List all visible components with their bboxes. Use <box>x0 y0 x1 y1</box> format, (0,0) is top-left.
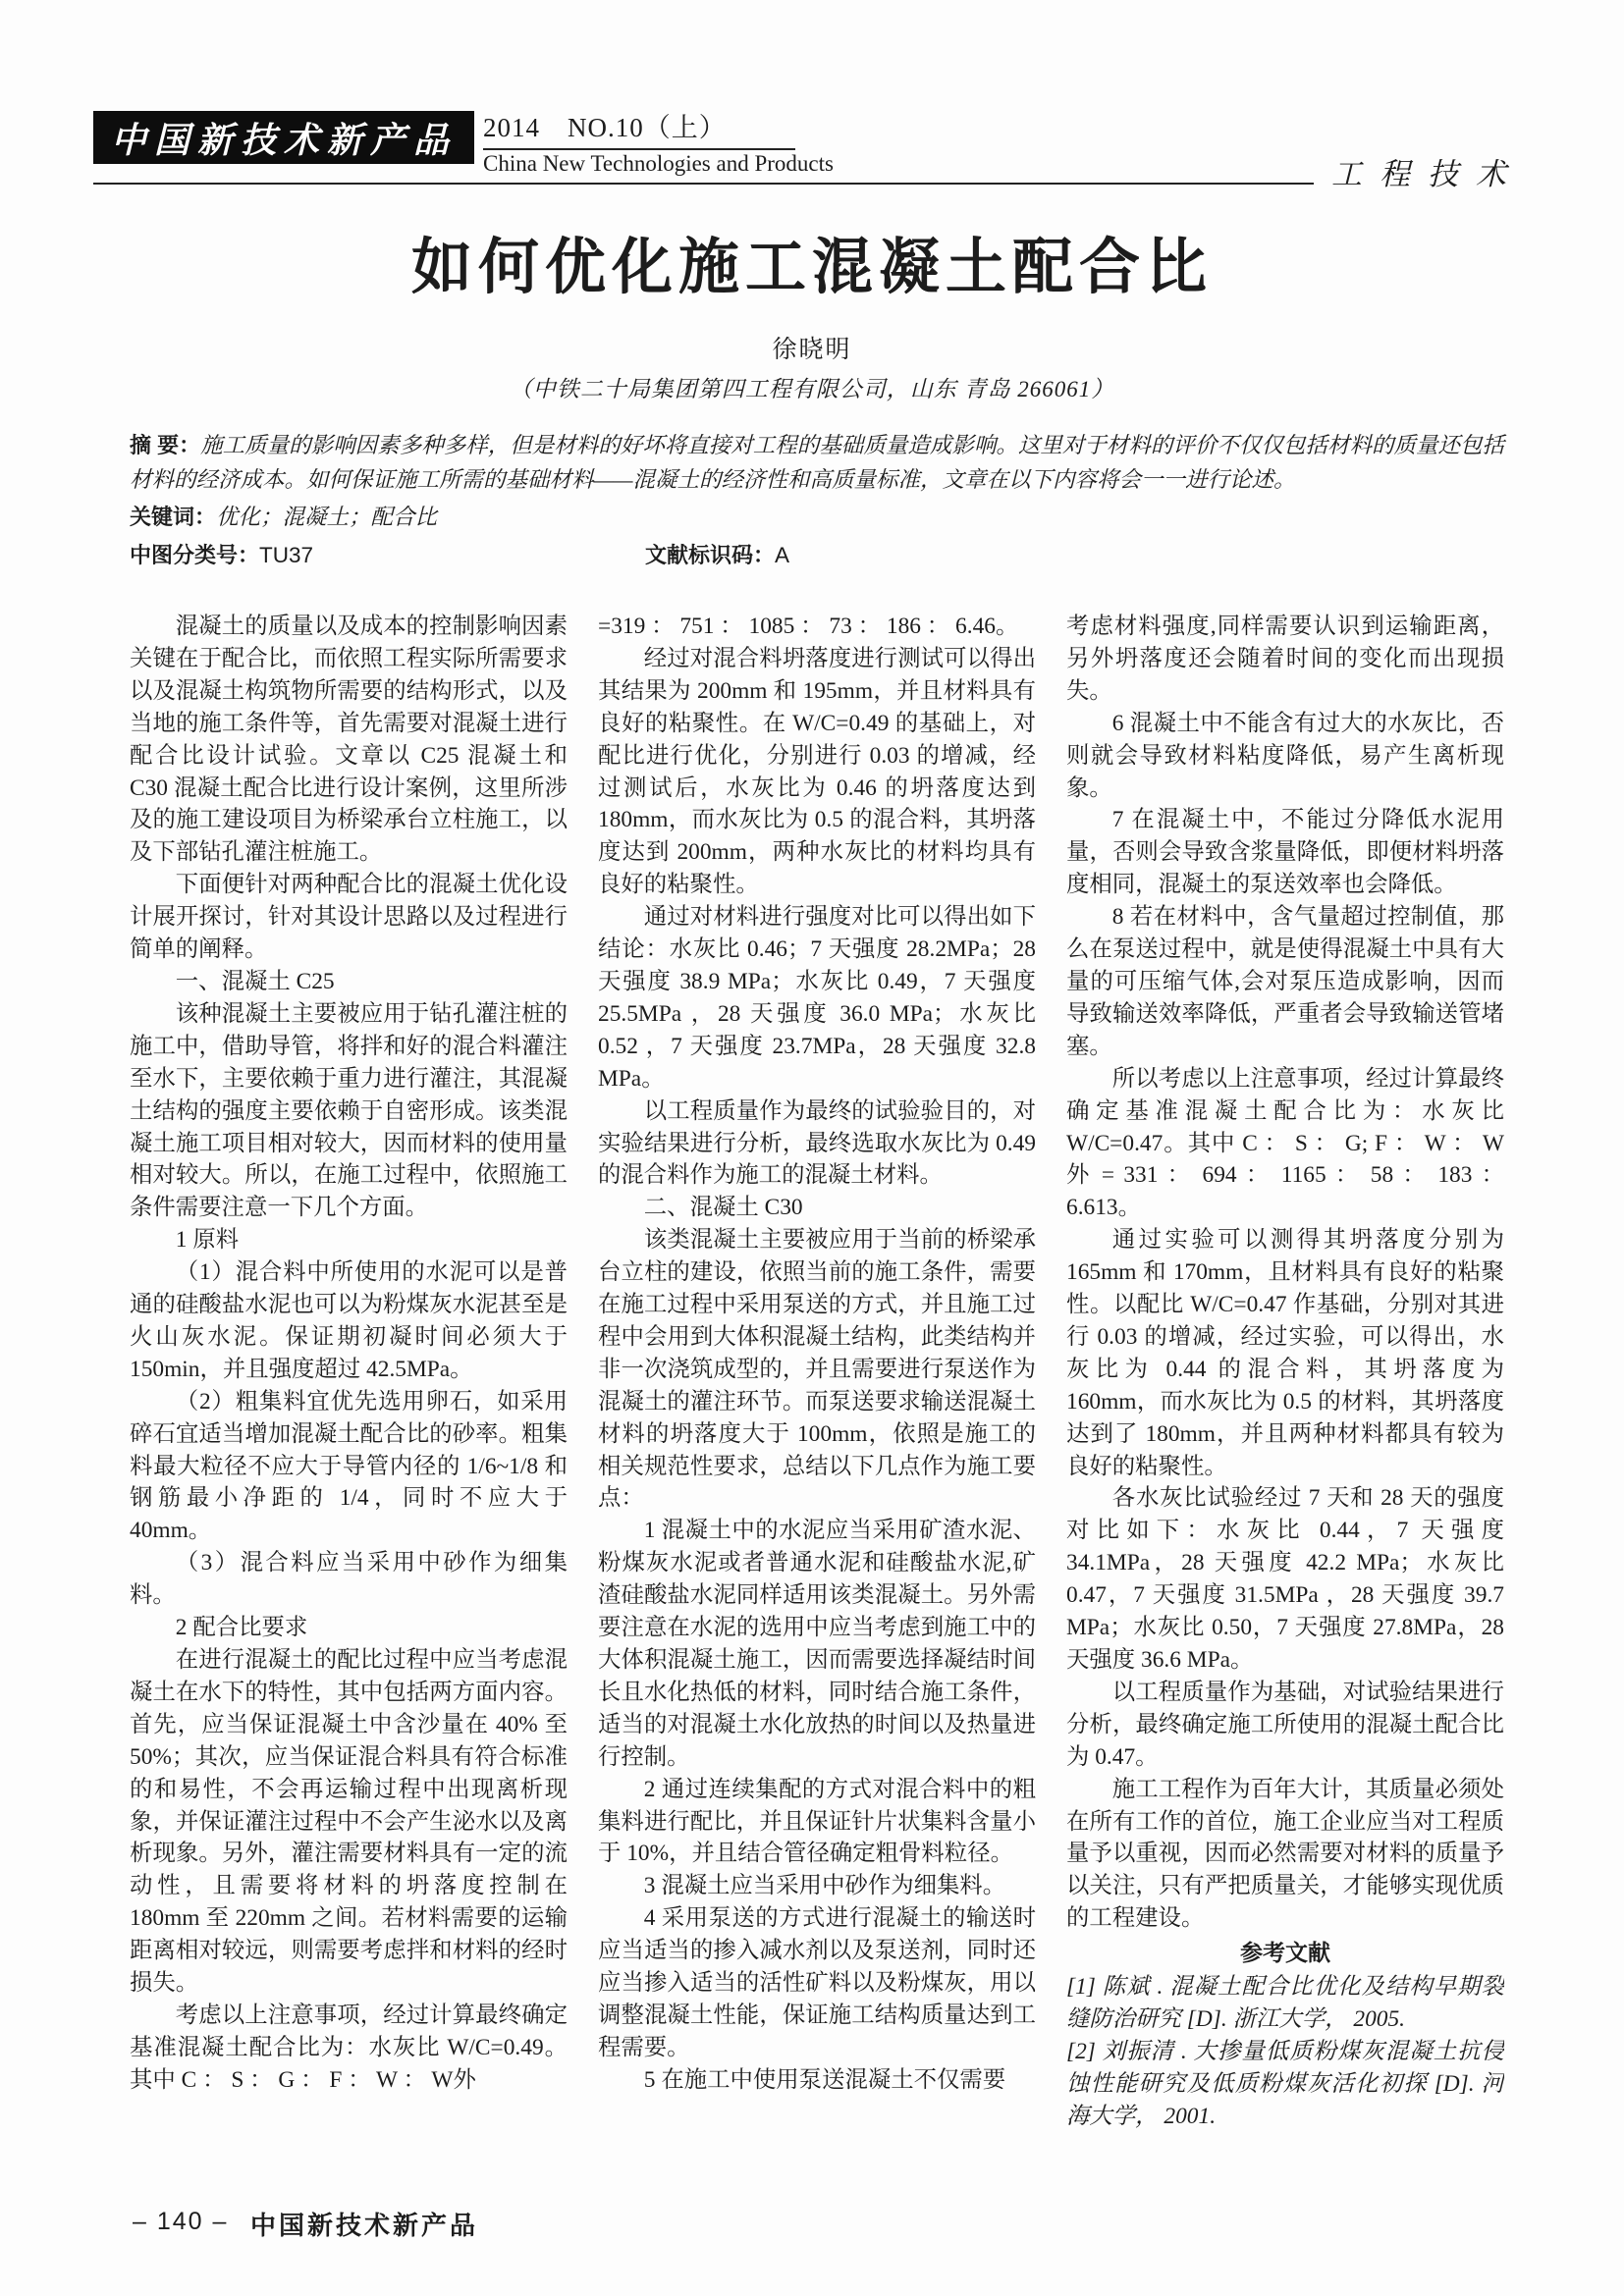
reference-item: [1] 陈斌 . 混凝土配合比优化及结构早期裂缝防治研究 [D]. 浙江大学， 2005. <box>1066 1974 1504 2032</box>
paragraph: 1 混凝土中的水泥应当采用矿渣水泥、粉煤灰水泥或者普通水泥和硅酸盐水泥,矿渣硅酸盐水泥同样适用该类混凝土。另外需要注意在水泥的选用中应当考虑到施工中的大体积混凝土施工，因而需要选择凝结时间长且水化热低的材料，同时结合施工条件，适当的对混凝土水化放热的时间以及热量进行控制。 <box>598 1518 1036 1770</box>
paragraph: 混凝土的质量以及成本的控制影响因素关键在于配合比，而依照工程实际所需要求以及混凝土构筑物所需要的结构形式，以及当地的施工条件等，首先需要对混凝土进行配合比设计试验。文章以 C25 混凝土和 C30 混凝土配合比进行设计案例，这里所涉及的施工建设项目为桥梁承台立柱施工，以及下部钻孔灌注桩施工。 <box>130 614 568 866</box>
doc-code-label: 文献标识码： <box>645 543 776 567</box>
paragraph: （1）混合料中所使用的水泥可以是普通的硅酸盐水泥也可以为粉煤灰水泥甚至是火山灰水泥。保证期初凝时间必须大于 150min，并且强度超过 42.5MPa。 <box>130 1259 568 1382</box>
paragraph: 以工程质量作为最终的试验验目的，对实验结果进行分析，最终选取水灰比为 0.49 的混合料作为施工的混凝土材料。 <box>598 1097 1036 1189</box>
paragraph: 通过实验可以测得其坍落度分别为 165mm 和 170mm，且材料具有良好的粘聚性。以配比 W/C=0.47 作基础，分别对其进行 0.03 的增减，经过实验，可以得出，水灰比为 0.44 的混合料，其坍落度为 160mm，而水灰比为 0.5 的材料，其坍落度达到了 180mm，并且两种材料都具有较为良好的粘聚性。 <box>1066 1227 1504 1479</box>
section-label: 工程技术 <box>1331 157 1524 191</box>
affiliation: （中铁二十局集团第四工程有限公司，山东 青岛 266061） <box>509 377 1115 401</box>
body-columns <box>130 611 1504 2193</box>
paragraph: 4 采用泵送的方式进行混凝土的输送时应当适当的掺入减水剂以及泵送剂，同时还应当掺入适当的活性矿料以及粉煤灰，用以调整混凝土性能，保证施工结构质量达到工程需要。 <box>598 1905 1036 2060</box>
issue-divider <box>483 148 795 150</box>
paragraph: （3）混合料应当采用中砂作为细集料。 <box>130 1550 568 1609</box>
paragraph: 考虑材料强度,同样需要认识到运输距离，另外坍落度还会随着时间的变化而出现损失。 <box>1066 614 1504 704</box>
page-number: – 140 – <box>133 2208 229 2235</box>
keywords-label: 关键词： <box>130 505 217 529</box>
doc-code-item <box>645 539 789 569</box>
paragraph: 考虑以上注意事项，经过计算最终确定基准混凝土配合比为：水灰比 W/C=0.49。其中 C ： S ： G ： F ： W ： W外 <box>130 2002 568 2093</box>
references-heading: 参考文献 <box>1240 1940 1330 1966</box>
paragraph: 3 混凝土应当采用中砂作为细集料。 <box>643 1873 1006 1899</box>
journal-logo-banner <box>93 111 474 164</box>
paragraph: 5 在施工中使用泵送混凝土不仅需要 <box>643 2066 1006 2093</box>
column-1 <box>130 611 568 2193</box>
abstract-text: 施工质量的影响因素多种多样，但是材料的好坏将直接对工程的基础质量造成影响。这里对于材料的评价不仅仅包括材料的质量还包括材料的经济成本。如何保证施工所需的基础材料——混凝土的经济性和高质量标准，文章在以下内容将会一一进行论述。 <box>130 433 1504 492</box>
paragraph: 1 原料 <box>175 1227 240 1254</box>
reference-item: [2] 刘振清 . 大掺量低质粉煤灰混凝土抗侵蚀性能研究及低质粉煤灰活化初探 [D]. 河海大学， 2001. <box>1066 2038 1504 2129</box>
paragraph: （2）粗集料宜优先选用卵石，如采用碎石宜适当增加混凝土配合比的砂率。粗集料最大粒径不应大于导管内径的 1/6~1/8 和钢筋最小净距的 1/4，同时不应大于 40mm。 <box>130 1388 568 1544</box>
paragraph: =319 ： 751 ： 1085 ： 73 ： 186 ： 6.46。 <box>598 614 1019 639</box>
paragraph: 以工程质量作为基础，对试验结果进行分析，最终确定施工所使用的混凝土配合比为 0.47。 <box>1066 1679 1504 1770</box>
footer-journal-name: 中国新技术新产品 <box>250 2211 479 2240</box>
paragraph: 施工工程作为百年大计，其质量必须处在所有工作的首位，施工企业应当对工程质量予以重视，因而必然需要对材料的质量予以关注，只有严把质量关，才能够实现优质的工程建设。 <box>1066 1776 1504 1932</box>
paragraph: 该种混凝土主要被应用于钻孔灌注桩的施工中，借助导管，将拌和好的混合料灌注至水下，主要依赖于重力进行灌注，其混凝土结构的强度主要依赖于自密形成。该类混凝土施工项目相对较大，因而材料的使用量相对较大。所以，在施工过程中，依照施工条件需要注意一下几个方面。 <box>130 1000 568 1221</box>
paragraph: 2 配合比要求 <box>175 1615 308 1641</box>
journal-name-en: China New Technologies and Products <box>483 151 834 176</box>
clc-value: TU37 <box>259 543 314 567</box>
paragraph: 经过对混合料坍落度进行测试可以得出其结果为 200mm 和 195mm，并且材料具有良好的粘聚性。在 W/C=0.49 的基础上，对配比进行优化，分别进行 0.03 的增减，经过测试后，水灰比为 0.46 的坍落度达到 180mm，而水灰比为 0.5 的混合料，其坍落度达到 200mm，两种水灰比的材料均具有良好的粘聚性。 <box>598 645 1036 898</box>
paragraph: 在进行混凝土的配比过程中应当考虑混凝土在水下的特性，其中包括两方面内容。首先，应当保证混凝土中含沙量在 40% 至 50%；其次，应当保证混合料具有符合标准的和易性，不会再运输过程中出现离析现象，并保证灌注过程中不会产生泌水以及离析现象。另外，灌注需要材料具有一定的流动性，且需要将材料的坍落度控制在 180mm 至 220mm 之间。若材料需要的运输距离相对较远，则需要考虑拌和材料的经时损失。 <box>130 1647 568 1997</box>
paragraph: 6 混凝土中不能含有过大的水灰比，否则就会导致材料粘度降低，易产生离析现象。 <box>1066 710 1504 801</box>
column-3 <box>1066 611 1504 2193</box>
issue-number: 2014 NO.10（上） <box>483 113 727 142</box>
keywords-line <box>130 500 1504 531</box>
section-heading: 二、混凝土 C30 <box>643 1195 803 1221</box>
abstract <box>130 428 1504 497</box>
issue-block <box>483 106 834 177</box>
paragraph: 8 若在材料中，含气量超过控制值，那么在泵送过程中，就是使得混凝土中具有大量的可压缩气体,会对泵压造成影响，因而导致输送效率降低，严重者会导致输送管堵塞。 <box>1066 904 1504 1059</box>
keywords-text: 优化；混凝土；配合比 <box>216 505 438 529</box>
abstract-label: 摘 要： <box>130 433 201 457</box>
column-2 <box>598 611 1036 2193</box>
doc-code-value: A <box>775 543 790 567</box>
paragraph: 下面便针对两种配合比的混凝土优化设计展开探讨，针对其设计思路以及过程进行简单的阐释。 <box>130 872 568 963</box>
journal-name-cn: 中国新技术新产品 <box>110 120 457 160</box>
clc-label: 中图分类号： <box>130 543 260 567</box>
paragraph: 通过对材料进行强度对比可以得出如下结论：水灰比 0.46；7 天强度 28.2MPa；28 天强度 38.9 MPa；水灰比 0.49，7 天强度 25.5MPa ，28 天强度 36.0 MPa；水灰比 0.52 ，7 天强度 23.7MPa，28 天强度 32.8 MPa。 <box>598 904 1036 1092</box>
page-title: 如何优化施工混凝土配合比 <box>410 235 1213 301</box>
paragraph: 各水灰比试验经过 7 天和 28 天的强度对比如下：水灰比 0.44，7 天强度 34.1MPa，28 天强度 42.2 MPa；水灰比 0.47，7 天强度 31.5MPa ，28 天强度 39.7 MPa；水灰比 0.50，7 天强度 27.8MPa，28 天强度 36.6 MPa。 <box>1066 1485 1504 1673</box>
section-heading: 一、混凝土 C25 <box>175 968 335 994</box>
paragraph: 2 通过连续集配的方式对混合料中的粗集料进行配比，并且保证针片状集料含量小于 10%，并且结合管径确定粗骨料粒径。 <box>598 1776 1036 1867</box>
paragraph: 7 在混凝土中，不能过分降低水泥用量，否则会导致含浆量降低，即便材料坍落度相同，混凝土的泵送效率也会降低。 <box>1066 807 1504 898</box>
front-matter <box>130 428 1504 568</box>
clc-item <box>130 543 313 567</box>
paragraph: 所以考虑以上注意事项，经过计算最终确定基准混凝土配合比为：水灰比 W/C=0.47。其中 C ： S ： G; F ： W ： W 外 = 331 ： 694 ： 1165 ： 58 ： 183 ： 6.613。 <box>1066 1065 1504 1221</box>
author: 徐晓明 <box>772 337 852 363</box>
paragraph: 该类混凝土主要被应用于当前的桥梁承台立柱的建设，依照当前的施工条件，需要在施工过程中采用泵送的方式，并且施工过程中会用到大体积混凝土结构，此类结构并非一次浇筑成型的，并且需要进行泵送作为混凝土的灌注环节。而泵送要求输送混凝土材料的坍落度大于 100mm，依照是施工的相关规范性要求，总结以下几点作为施工要点： <box>598 1227 1036 1512</box>
classification-line <box>130 539 1504 568</box>
header-rule <box>93 183 1314 185</box>
